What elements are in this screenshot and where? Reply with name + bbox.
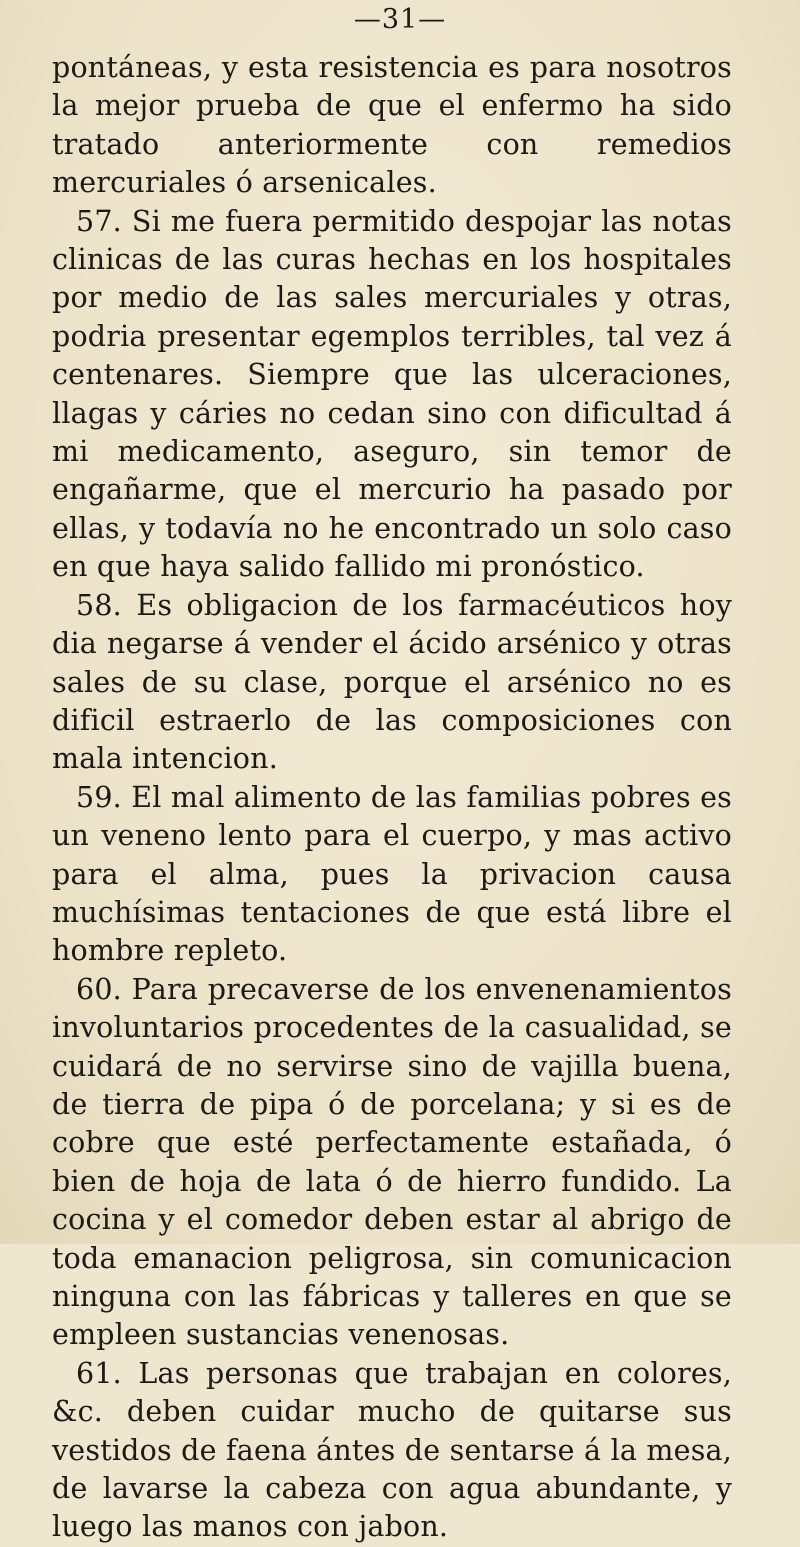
- body-text: [52, 49, 732, 1547]
- paragraph-60: [52, 971, 732, 1355]
- paragraph-continuation: [52, 49, 732, 203]
- paragraph-number: 61.: [76, 1356, 122, 1390]
- paragraph-61: [52, 1355, 732, 1547]
- paragraph-number: 58.: [76, 588, 122, 622]
- paragraph-number: 57.: [76, 204, 122, 238]
- paragraph-58: [52, 587, 732, 779]
- paragraph-text: Si me fuera permitido despojar las notas clinicas de las curas hechas en los hospitales por medio de las sales mercuriales y otras, podria presentar egemplos terribles, tal vez á centenares. Siempre que las ulceraciones, llagas y cáries no cedan sino con dificultad á mi medicamento, aseguro, sin temor de engañarme, que el mercurio ha pasado por ellas, y todavía no he encontrado un solo caso en que haya salido fallido mi pronóstico.: [52, 204, 732, 584]
- paragraph-text: pontáneas, y esta resistencia es para nosotros la mejor prueba de que el enfermo ha sido tratado anteriormente con remedios mercuriales ó arsenicales.: [52, 51, 732, 200]
- paragraph-text: Para precaverse de los envenenamientos involuntarios procedentes de la casualidad, se cuidará de no servirse sino de vajilla buena, de tierra de pipa ó de porcelana; y si es de cobre que esté perfectamente estañada, ó bien de hoja de lata ó de hierro fundido. La cocina y el comedor deben estar al abrigo de toda emanacion peligrosa, sin comunicacion ninguna con las fábricas y talleres en que se empleen sustancias venenosas.: [52, 972, 732, 1352]
- page-number: —31—: [353, 4, 447, 35]
- paragraph-text: El mal alimento de las familias pobres es un veneno lento para el cuerpo, y mas activo para el alma, pues la privacion causa muchísimas tentaciones de que está libre el hombre repleto.: [52, 780, 732, 968]
- paragraph-number: 59.: [76, 780, 122, 814]
- paragraph-59: [52, 779, 732, 971]
- paragraph-text: Las personas que trabajan en colores, &c. deben cuidar mucho de quitarse sus vestidos de faena ántes de sentarse á la mesa, de lavarse la cabeza con agua abundante, y luego las manos con jabon.: [52, 1356, 732, 1544]
- paragraph-text: Es obligacion de los farmacéuticos hoy dia negarse á vender el ácido arsénico y otras sales de su clase, porque el arsénico no es dificil estraerlo de las composiciones con mala intencion.: [52, 588, 732, 776]
- paragraph-57: [52, 203, 732, 587]
- paragraph-number: 60.: [76, 972, 122, 1006]
